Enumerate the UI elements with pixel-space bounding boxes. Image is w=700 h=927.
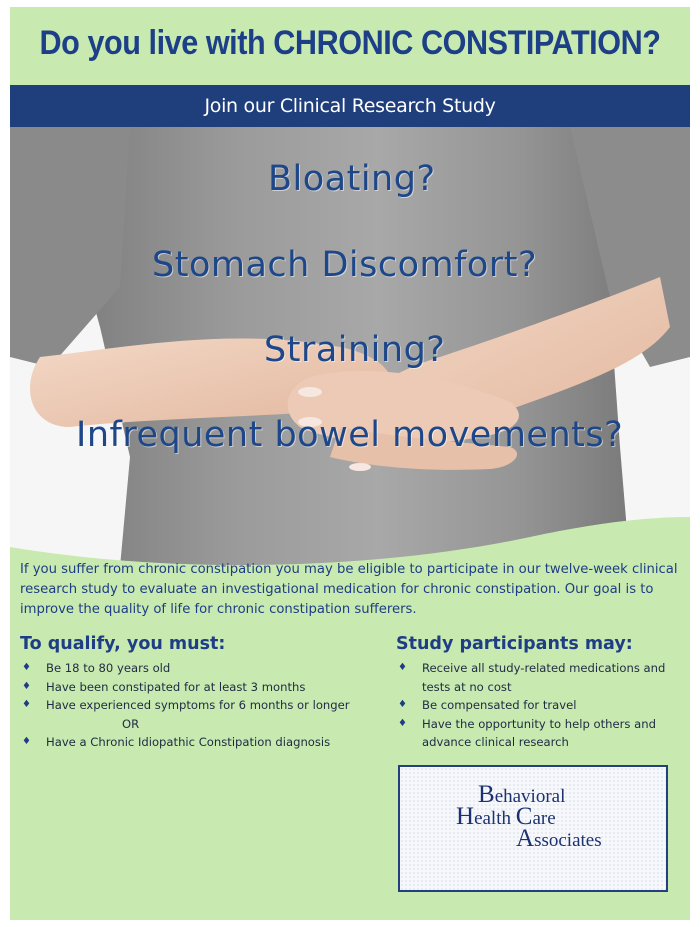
list-item: ♦ Have the opportunity to help others and advance clinical research [398,716,656,749]
flyer [10,7,690,920]
diamond-bullet-icon: ♦ [22,736,31,747]
logo-line-1: Behavioral [478,781,566,808]
participants-list [398,659,683,752]
symptom-bloating: Bloating? [268,159,436,199]
behavioral-health-care-associates-logo [398,765,668,892]
diamond-bullet-icon: ♦ [398,662,407,673]
symptom-straining: Straining? [264,330,446,370]
symptom-stomach-discomfort: Stomach Discomfort? [152,245,538,285]
headline [10,7,690,79]
diamond-bullet-icon: ♦ [22,680,31,692]
headline-emphasis: CHRONIC CONSTIPATION? [273,23,661,62]
list-item: ♦ Be 18 to 80 years old [22,659,392,678]
list-item: ♦ Have experienced symptoms for 6 months or longer [22,696,392,715]
symptom-infrequent-bowel-movements: Infrequent bowel movements? [76,415,624,455]
qualify-list [22,659,392,752]
participants-heading: Study participants may: [396,634,633,654]
list-item: ♦ Have been constipated for at least 3 months [22,678,392,697]
diamond-bullet-icon: ♦ [398,699,407,710]
banner [10,85,690,127]
logo-line-2: Health Care [456,803,556,830]
banner-text: Join our Clinical Research Study [204,95,496,117]
diamond-bullet-icon: ♦ [398,717,407,729]
diamond-bullet-icon: ♦ [22,699,31,710]
list-item: ♦ Have a Chronic Idiopathic Constipation diagnosis [22,733,392,752]
headline-text [40,24,661,63]
diamond-bullet-icon: ♦ [22,662,31,673]
list-item: ♦ Receive all study-related medications and tests at no cost [398,661,666,694]
or-separator: OR [122,716,140,731]
logo-line-3: Associates [516,825,602,852]
list-item: ♦ Be compensated for travel [398,696,683,715]
headline-lead: Do you live with [39,23,274,62]
intro-paragraph: If you suffer from chronic constipation you may be eligible to participate in our twelve-week clinical research study to evaluate an investigational medication for chronic constipation. Our goal is to improve the quality of life for chronic constipation sufferers. [20,562,678,617]
hero-photo [10,127,690,567]
qualify-heading: To qualify, you must: [20,634,226,654]
